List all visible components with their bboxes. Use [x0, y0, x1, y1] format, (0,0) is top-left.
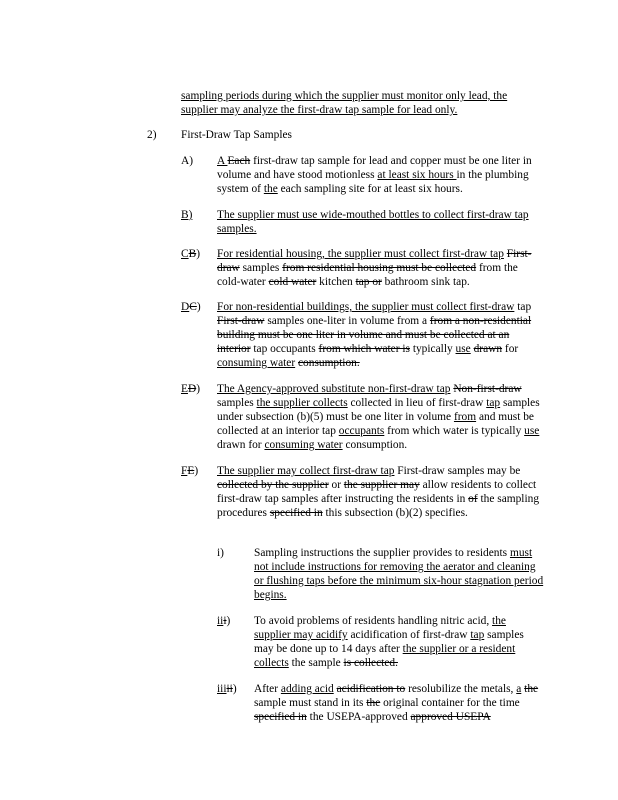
item-c-text: For residential housing, the supplier must collect first-draw tap First-draw samples from residential housing must be collected from the cold-water cold water kitchen tap or bathroom sink tap.: [217, 248, 532, 288]
item-f-iii-label: iiiii): [217, 683, 237, 695]
item-f-ii-label: iii): [217, 615, 231, 627]
item-b-label: B): [181, 209, 193, 221]
item-c-label: CB): [181, 248, 201, 260]
intro-paragraph: [181, 89, 537, 117]
section-2-label: 2): [147, 129, 157, 141]
item-f-ii-text: To avoid problems of residents handling nitric acid, the supplier may acidify acidification of first-draw tap samples may be done up to 14 days after the supplier or a resident collects the sample is collected.: [254, 615, 524, 669]
item-b-text: The supplier must use wide-mouthed bottles to collect first-draw tap samples.: [217, 209, 529, 235]
item-d-text: For non-residential buildings, the supplier must collect first-draw tap First-draw samples one-liter in volume from a from a non-residential building must be one liter in volume and must be collected at an interior tap occupants from which water is typically use drawn for consuming water consumption.: [217, 301, 532, 369]
item-d-label: DC): [181, 301, 201, 313]
item-a-label: A): [181, 155, 194, 167]
item-f-text: The supplier may collect first-draw tap First-draw samples may be collected by the supplier or the supplier may allow residents to collect first-draw tap samples after instructing the residents in of the sampling procedures specified in this subsection (b)(2) specifies.: [217, 465, 540, 519]
item-e-text: The Agency-approved substitute non-first-draw tap Non-first-draw samples the supplier collects collected in lieu of first-draw tap samples under subsection (b)(5) must be one liter in volume from and must be collected at an interior tap occupants from which water is typically use drawn for consuming water consumption.: [217, 383, 540, 451]
item-f-label: FE): [181, 465, 199, 477]
item-e-label: ED): [181, 383, 200, 395]
intro-text: sampling periods during which the supplier must monitor only lead, the supplier may analyze the first-draw tap sample for lead only.: [181, 90, 508, 116]
section-2-title: First-Draw Tap Samples: [181, 129, 292, 141]
item-a-text: A Each first-draw tap sample for lead and copper must be one liter in volume and have stood motionless at least six hours in the plumbing system of the each sampling site for at least six hours.: [217, 155, 532, 195]
item-f-i-label: i): [217, 547, 224, 559]
item-f-iii-text: After adding acid acidification to resolubilize the metals, a the sample must stand in its the original container for the time specified in the USEPA-approved approved USEPA: [254, 683, 539, 723]
item-f-i-text: Sampling instructions the supplier provides to residents must not include instructions for removing the aerator and cleaning or flushing taps before the minimum six-hour stagnation period begins.: [254, 547, 544, 601]
